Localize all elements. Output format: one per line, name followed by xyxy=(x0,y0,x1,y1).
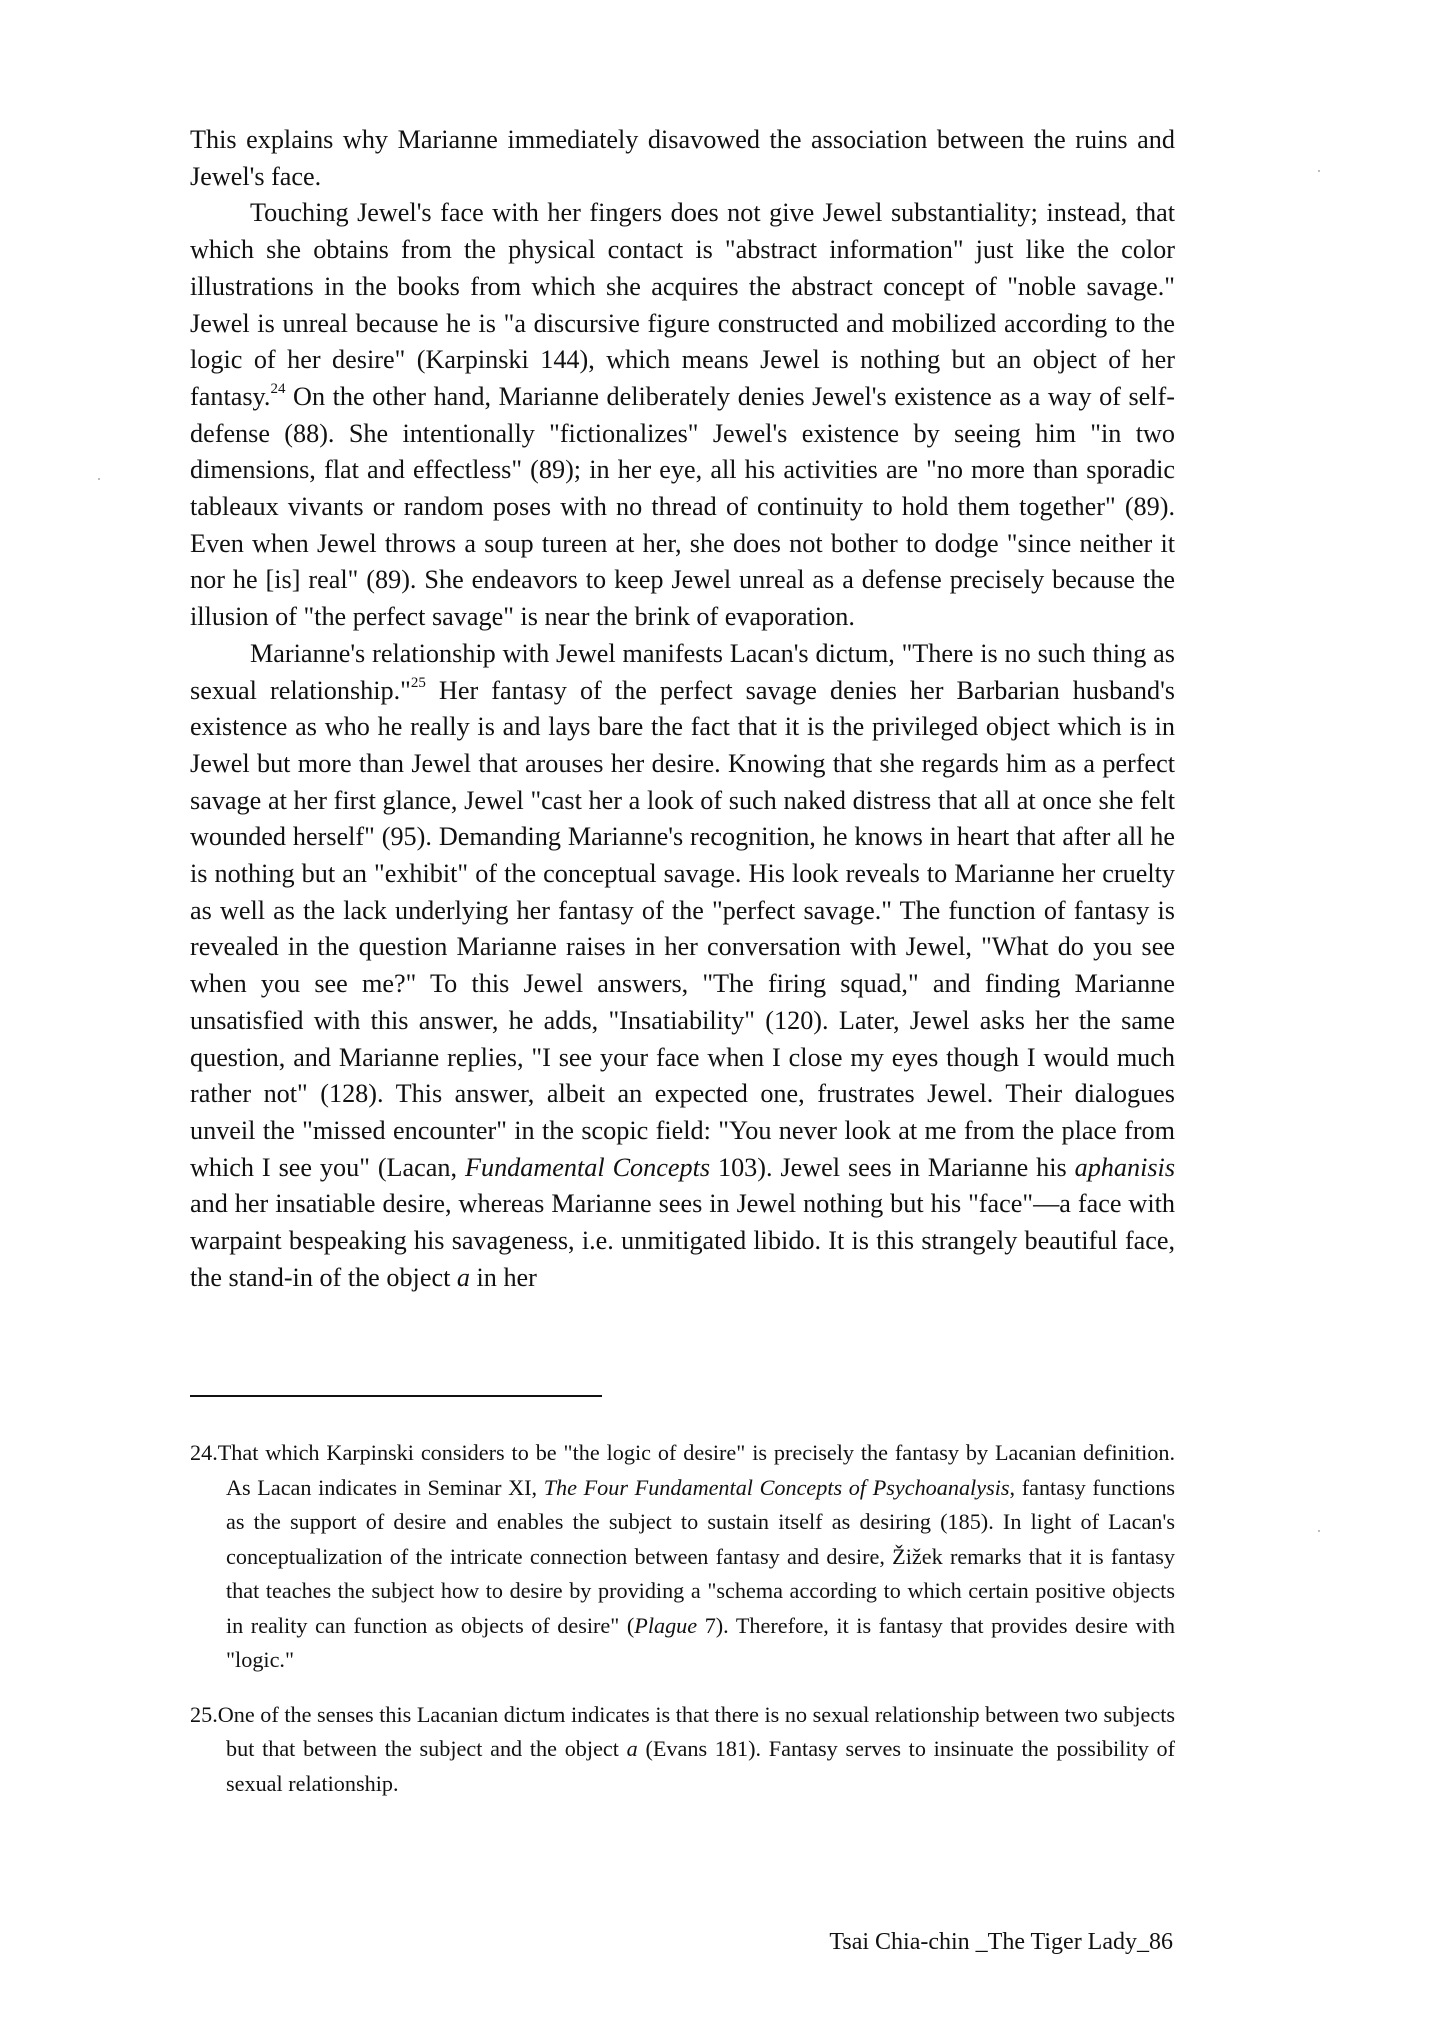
footnote-25-text-a: 25.One of the senses this Lacanian dictum indicates is that there is no sexual relationship between two subjects but that between the subject and the object xyxy=(190,1701,1175,1761)
footnote-24-text-c: 7). Therefore, it is fantasy that provides desire with "logic." xyxy=(226,1612,1175,1672)
paragraph-2-text-a: Touching Jewel's face with her fingers does not give Jewel substantiality; instead, that which she obtains from the physical contact is "abstract information" just like the color illustrations in the books from which she acquires the abstract concept of "noble savage." Jewel is unreal because he is "a discursive figure constructed and mobilized according to the logic of her desire" (Karpinski 144), which means Jewel is nothing but an object of her fantasy. xyxy=(190,198,1175,411)
title-fundamental-concepts: Fundamental Concepts xyxy=(465,1152,711,1182)
term-aphanisis: aphanisis xyxy=(1074,1152,1176,1182)
running-footer: Tsai Chia-chin _The Tiger Lady_86 xyxy=(829,1929,1173,1955)
scan-speck xyxy=(1318,1530,1320,1532)
body-text xyxy=(190,122,1175,1297)
footnote-25 xyxy=(190,1698,1175,1802)
footnote-separator xyxy=(190,1395,602,1397)
footnote-24-title: The Four Fundamental Concepts of Psychoanalysis xyxy=(543,1474,1010,1500)
footnotes xyxy=(190,1436,1175,1821)
footnote-24-text-a: 24.That which Karpinski considers to be "the logic of desire" is precisely the fantasy by Lacanian definition. As Lacan indicates in Seminar XI, xyxy=(190,1440,1175,1500)
paragraph-2 xyxy=(190,195,1175,635)
footnote-ref-24: 24 xyxy=(270,381,286,398)
paragraph-3-text-d: and her insatiable desire, whereas Marianne sees in Jewel nothing but his "face"—a face with warpaint bespeaking his savageness, i.e. unmitigated libido. It is this strangely beautiful face, the stand-in of the object xyxy=(190,1189,1175,1292)
paragraph-2-text-b: On the other hand, Marianne deliberately denies Jewel's existence as a way of self-defense (88). She intentionally "fictionalizes" Jewel's existence by seeing him "in two dimensions, flat and effectless" (89); in her eye, all his activities are "no more than sporadic tableaux vivants or random poses with no thread of continuity to hold them together" (89). Even when Jewel throws a soup tureen at her, she does not bother to dodge "since neither it nor he [is] real" (89). She endeavors to keep Jewel unreal as a defense precisely because the illusion of "the perfect savage" is near the brink of evaporation. xyxy=(190,381,1175,632)
scan-speck xyxy=(1318,170,1320,172)
scan-speck xyxy=(98,478,100,480)
paragraph-3-text-c: 103). Jewel sees in Marianne his xyxy=(710,1152,1075,1182)
footnote-24-text-b: , fantasy functions as the support of desire and enables the subject to sustain itself as desiring (185). In light of Lacan's conceptualization of the intricate connection between fantasy and desire, Žižek remarks that it is fantasy that teaches the subject how to desire by providing a "schema according to which certain positive objects in reality can function as objects of desire" ( xyxy=(226,1474,1175,1638)
paragraph-3-text-b: Her fantasy of the perfect savage denies her Barbarian husband's existence as who he really is and lays bare the fact that it is the privileged object which is in Jewel but more than Jewel that arouses her desire. Knowing that she regards him as a perfect savage at her first glance, Jewel "cast her a look of such naked distress that all at once she felt wounded herself" (95). Demanding Marianne's recognition, he knows in heart that after all he is nothing but an "exhibit" of the conceptual savage. His look reveals to Marianne her cruelty as well as the lack underlying her fantasy of the "perfect savage." The function of fantasy is revealed in the question Marianne raises in her conversation with Jewel, "What do you see when you see me?" To this Jewel answers, "The firing squad," and finding Marianne unsatisfied with this answer, he adds, "Insatiability" (120). Later, Jewel asks her the same question, and Marianne replies, "I see your face when I close my eyes though I would much rather not" (128). This answer, albeit an expected one, frustrates Jewel. Their dialogues unveil the "missed encounter" in the scopic field: "You never look at me from the place from which I see you" (Lacan, xyxy=(190,675,1175,1182)
term-object-a: a xyxy=(456,1262,470,1292)
paragraph-1: This explains why Marianne immediately disavowed the association between the ruins and Jewel's face. xyxy=(190,125,1175,191)
footnote-25-object-a: a xyxy=(626,1736,638,1761)
paragraph-3-text-e: in her xyxy=(469,1262,537,1292)
paragraph-3 xyxy=(190,636,1175,1297)
paragraph-3-text-a: Marianne's relationship with Jewel manifests Lacan's dictum, "There is no such thing as sexual relationship." xyxy=(190,638,1175,705)
footnote-24 xyxy=(190,1436,1175,1678)
footnote-25-text-b: (Evans 181). Fantasy serves to insinuate the possibility of sexual relationship. xyxy=(226,1736,1175,1796)
footnote-24-plague-title: Plague xyxy=(634,1612,698,1638)
footnote-ref-25: 25 xyxy=(410,674,426,691)
